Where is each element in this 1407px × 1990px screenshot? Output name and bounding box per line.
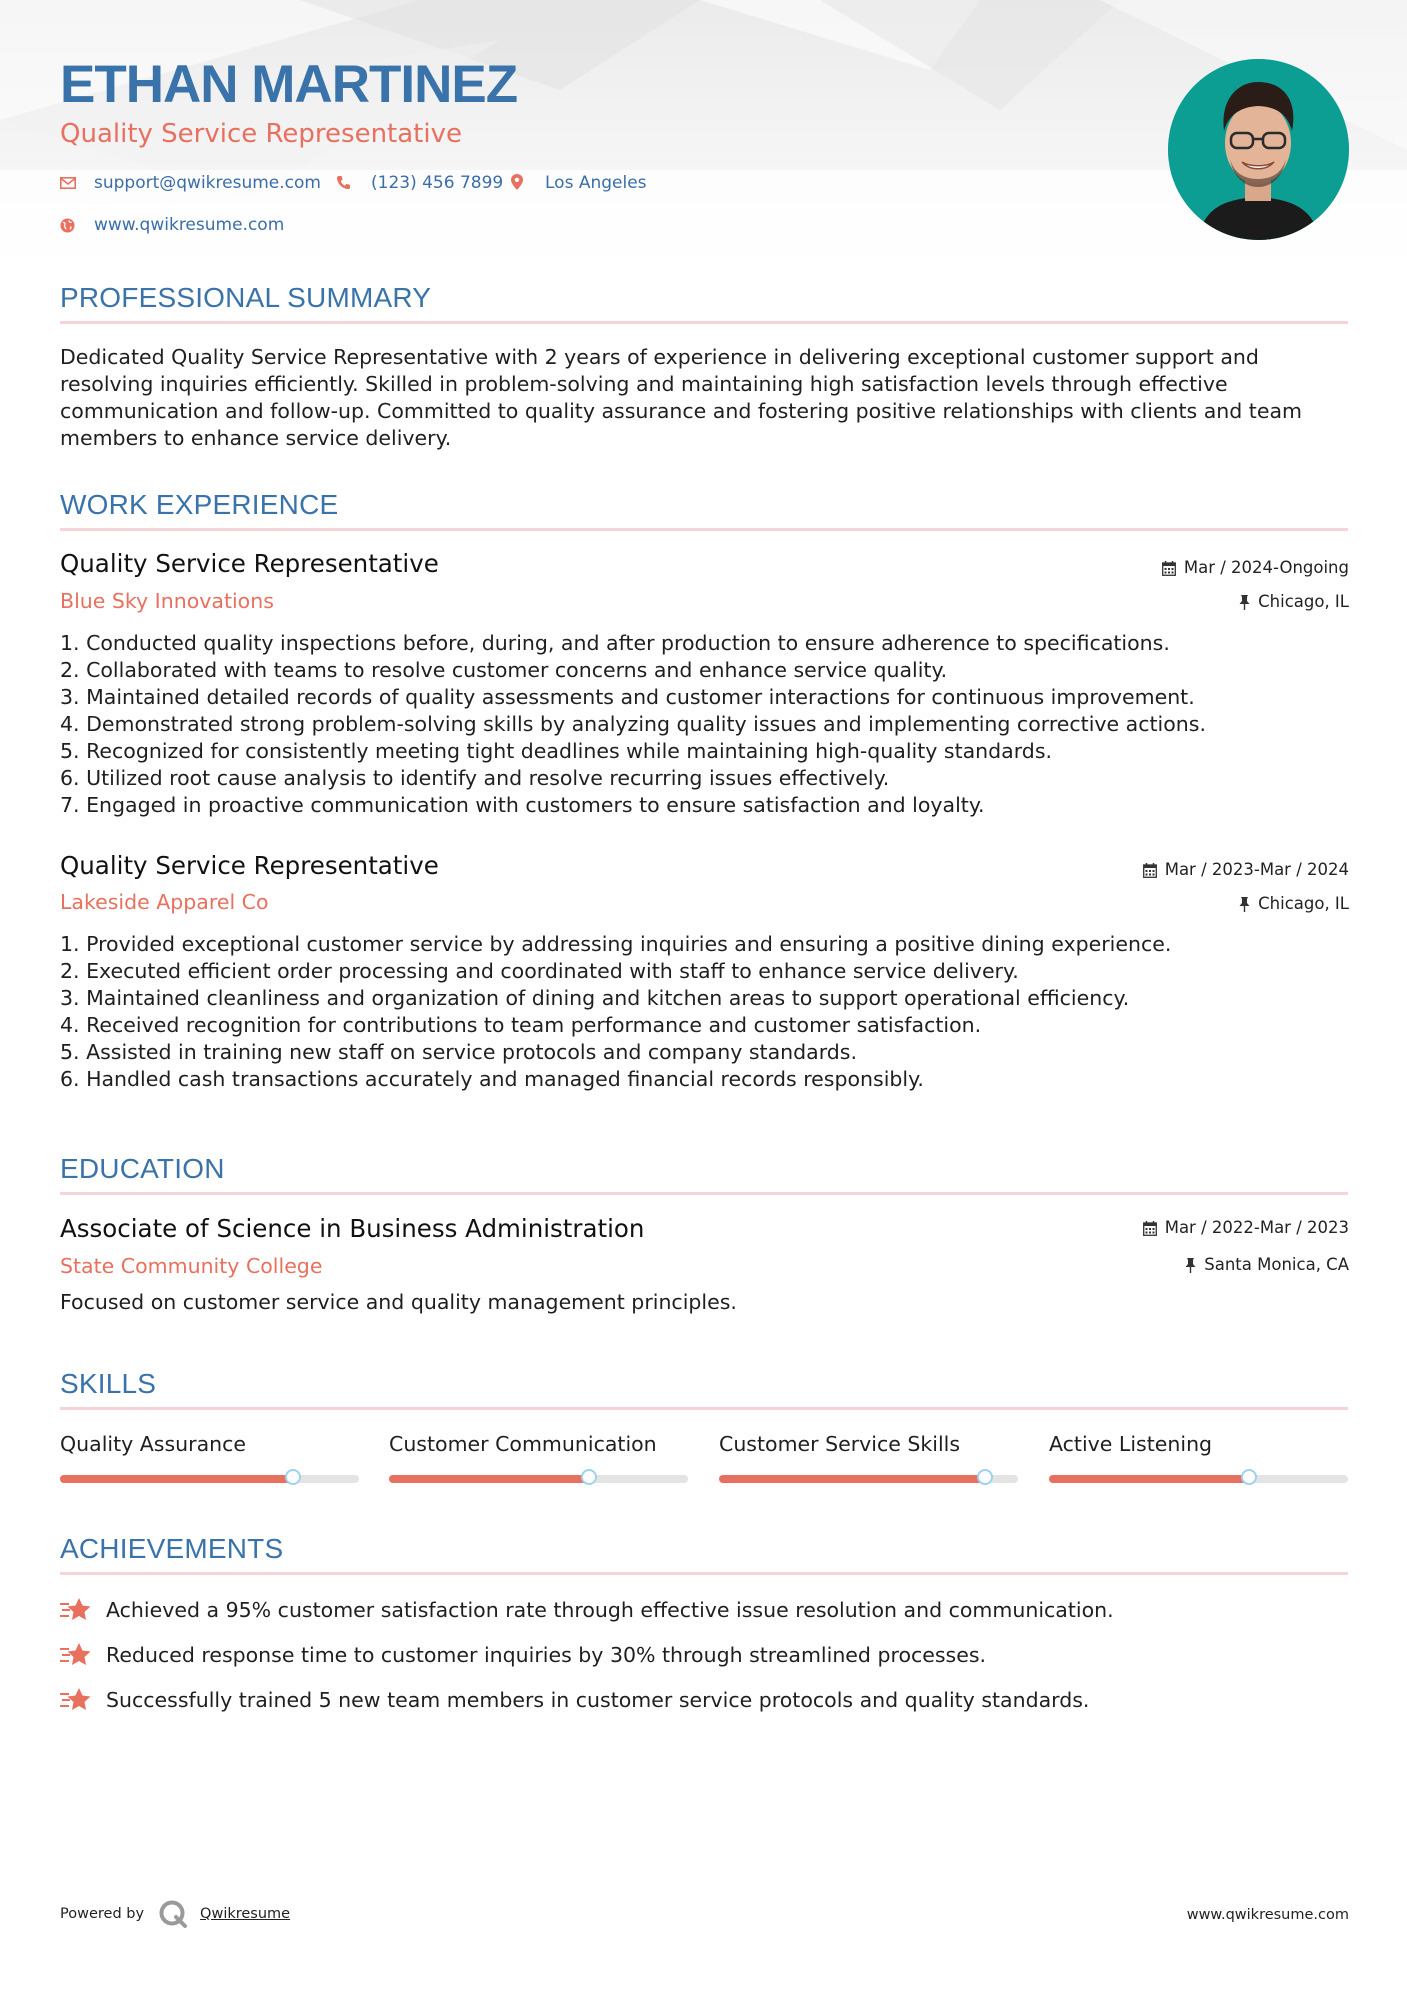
location-pin-icon	[511, 174, 523, 190]
achievement-item	[60, 1640, 986, 1670]
skill-name: Active Listening	[1049, 1432, 1213, 1456]
skill-bar-knob	[977, 1469, 993, 1485]
skill-bar	[389, 1475, 688, 1483]
skill-bar-knob	[581, 1469, 597, 1485]
company-name: Blue Sky Innovations	[60, 589, 274, 613]
skill-bar-fill	[1049, 1475, 1249, 1483]
job-dates-text: Mar / 2023-Mar / 2024	[1164, 860, 1349, 879]
email-icon	[60, 177, 76, 189]
education-dates-text: Mar / 2022-Mar / 2023	[1164, 1218, 1349, 1237]
calendar-icon	[1162, 561, 1176, 576]
job-dates	[1143, 862, 1349, 879]
section-title-achievements: ACHIEVEMENTS	[60, 1533, 284, 1564]
job-title: Quality Service Representative	[60, 851, 439, 880]
job-location-text: Chicago, IL	[1258, 592, 1349, 611]
list-item: 7. Engaged in proactive communication with customers to ensure satisfaction and loyalty.	[60, 793, 985, 817]
calendar-icon	[1143, 1221, 1157, 1236]
phone-icon	[336, 175, 351, 190]
education-description: Focused on customer service and quality management principles.	[60, 1290, 737, 1314]
education-location	[1185, 1257, 1349, 1274]
pushpin-icon	[1239, 897, 1250, 912]
skill-name: Customer Service Skills	[719, 1432, 961, 1456]
job-bullets	[60, 931, 1350, 1093]
list-item: 5. Recognized for consistently meeting tight deadlines while maintaining high-quality standards.	[60, 739, 1053, 763]
skill-bar-knob	[1241, 1469, 1257, 1485]
calendar-icon	[1143, 863, 1157, 878]
achievement-text: Reduced response time to customer inquiries by 30% through streamlined processes.	[106, 1642, 987, 1667]
summary-text: Dedicated Quality Service Representative with 2 years of experience in delivering exceptional customer support and resolving inquiries efficiently. Skilled in problem-solving and maintaining high satisfaction levels through effective communication and follow-up. Committed to quality assurance and fostering positive relationships with clients and team members to enhance service delivery.	[60, 345, 1302, 450]
list-item: 3. Maintained cleanliness and organization of dining and kitchen areas to support operational efficiency.	[60, 986, 1130, 1010]
job-location-text: Chicago, IL	[1258, 894, 1349, 913]
skill-name: Quality Assurance	[60, 1432, 247, 1456]
list-item: 6. Handled cash transactions accurately and managed financial records responsibly.	[60, 1067, 924, 1091]
list-item: 1. Conducted quality inspections before, during, and after production to ensure adherence to specifications.	[60, 631, 1170, 655]
job-dates	[1162, 560, 1349, 577]
email-link[interactable]: support@qwikresume.com	[94, 173, 321, 193]
list-item: 4. Demonstrated strong problem-solving skills by analyzing quality issues and implementing corrective actions.	[60, 712, 1206, 736]
section-divider	[60, 1572, 1348, 1575]
phone-number: (123) 456 7899	[371, 173, 504, 193]
skill-bar-fill	[389, 1475, 589, 1483]
skill-bar-fill	[719, 1475, 985, 1483]
skill-bar	[719, 1475, 1018, 1483]
footer-powered-by	[60, 1899, 290, 1929]
education-dates	[1143, 1220, 1349, 1237]
company-name: Lakeside Apparel Co	[60, 890, 269, 914]
candidate-role: Quality Service Representative	[60, 119, 462, 149]
star-badge-icon	[60, 1596, 92, 1624]
globe-icon	[60, 218, 75, 233]
skill-bar-fill	[60, 1475, 293, 1483]
section-divider	[60, 1407, 1348, 1410]
powered-by-label: Powered by	[60, 1906, 145, 1922]
pushpin-icon	[1239, 595, 1250, 610]
job-location	[1239, 896, 1349, 913]
section-title-experience: WORK EXPERIENCE	[60, 489, 339, 520]
qwikresume-logo-icon	[158, 1899, 188, 1929]
list-item: 3. Maintained detailed records of quality assessments and customer interactions for continuous improvement.	[60, 685, 1195, 709]
education-location-text: Santa Monica, CA	[1204, 1255, 1349, 1274]
section-title-summary: PROFESSIONAL SUMMARY	[60, 282, 432, 313]
list-item: 2. Collaborated with teams to resolve customer concerns and enhance service quality.	[60, 658, 948, 682]
section-title-education: EDUCATION	[60, 1153, 225, 1184]
achievement-item	[60, 1595, 1114, 1625]
star-badge-icon	[60, 1686, 92, 1714]
section-divider	[60, 528, 1348, 531]
job-dates-text: Mar / 2024-Ongoing	[1183, 558, 1349, 577]
achievement-text: Successfully trained 5 new team members in customer service protocols and quality standards.	[106, 1687, 1090, 1712]
website-link[interactable]: www.qwikresume.com	[94, 215, 285, 235]
job-location	[1239, 594, 1349, 611]
school-name: State Community College	[60, 1254, 323, 1278]
profile-photo	[1168, 59, 1349, 240]
list-item: 5. Assisted in training new staff on service protocols and company standards.	[60, 1040, 857, 1064]
section-title-skills: SKILLS	[60, 1368, 157, 1399]
list-item: 6. Utilized root cause analysis to identify and resolve recurring issues effectively.	[60, 766, 890, 790]
skill-bar-knob	[285, 1469, 301, 1485]
skill-bar	[1049, 1475, 1348, 1483]
achievement-text: Achieved a 95% customer satisfaction rate through effective issue resolution and communication.	[106, 1597, 1114, 1622]
location-text: Los Angeles	[545, 173, 647, 193]
section-divider	[60, 321, 1348, 324]
pushpin-icon	[1185, 1258, 1196, 1273]
list-item: 2. Executed efficient order processing and coordinated with staff to enhance service delivery.	[60, 959, 1019, 983]
section-divider	[60, 1192, 1348, 1195]
star-badge-icon	[60, 1641, 92, 1669]
qwikresume-link[interactable]: Qwikresume	[200, 1906, 291, 1922]
degree-title: Associate of Science in Business Administration	[60, 1214, 645, 1243]
job-bullets	[60, 630, 1350, 819]
skill-bar	[60, 1475, 359, 1483]
skill-name: Customer Communication	[389, 1432, 657, 1456]
list-item: 4. Received recognition for contributions to team performance and customer satisfaction.	[60, 1013, 982, 1037]
job-title: Quality Service Representative	[60, 549, 439, 578]
candidate-name: ETHAN MARTINEZ	[60, 55, 518, 114]
footer-website[interactable]: www.qwikresume.com	[1186, 1907, 1349, 1923]
achievement-item	[60, 1685, 1089, 1715]
list-item: 1. Provided exceptional customer service by addressing inquiries and ensuring a positive dining experience.	[60, 932, 1172, 956]
